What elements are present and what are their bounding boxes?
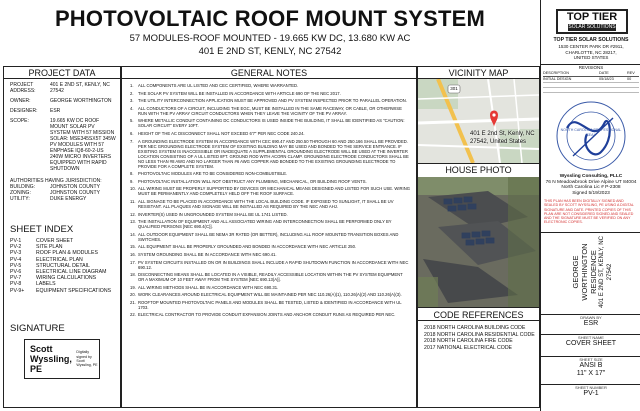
code-references-list	[424, 325, 536, 351]
general-note-text: ALL CONDUCTORS OF A CIRCUIT, INCLUDING THE EGC, MUST BE INSTALLED IN THE SAME RACEWAY, OR CABLE, OR OTHERWISE RUN WITH THE PV ARRAY CIRCUIT CONDUCTORS WHEN THEY LEAVE THE VICINITY OF THE PV ARRAY.	[138, 105, 402, 116]
general-note-number: 7.	[130, 138, 134, 144]
sheet-index-number: PV-9+	[10, 287, 25, 294]
project-name-box	[541, 232, 640, 314]
road-shield-label: 301	[450, 86, 458, 91]
signature-fine-print: Digitally signed by Scott Wyssling, PE	[76, 350, 98, 368]
general-note-text: INVERTER(S) USED IN UNGROUNDED SYSTEM SHALL BE UL 1741 LISTED.	[138, 211, 288, 217]
general-note	[130, 139, 410, 169]
sheet-index-number: PV-6	[10, 269, 22, 276]
general-note-text: ALL WIRING METHODS SHALL BE IN ACCORDANCE WITH NEC 690.31.	[138, 284, 279, 290]
revision-column-header: REV	[627, 71, 635, 75]
house-photo-graphic	[418, 177, 539, 307]
general-note	[130, 312, 410, 317]
project-data-value: GEORGE WORTHINGTON	[50, 98, 112, 104]
general-notes-heading: GENERAL NOTES	[122, 67, 416, 79]
project-data-heading: PROJECT DATA	[4, 67, 120, 79]
sheet-index-number: PV-4	[10, 256, 22, 263]
sheet-name-label: SHEET NAME	[578, 335, 604, 340]
general-note-number: 10.	[130, 186, 136, 192]
page-address: 401 E 2ND ST, KENLY, NC 27542	[198, 46, 342, 57]
map-pin-label	[470, 131, 535, 146]
revisions-heading: REVISIONS	[541, 64, 640, 71]
signature-name-line1: Scott	[30, 344, 53, 354]
sheet-index-number: PV-5	[10, 262, 22, 269]
project-data-panel	[3, 66, 121, 408]
general-note-text: WORK CLEARANCES AROUND ELECTRICAL EQUIPMENT WILL BE MAINTAINED PER NEC 110.26(A)(1), 110.26(A)(2) AND 110.26(A)(3).	[138, 292, 402, 298]
general-note	[130, 292, 410, 297]
general-note	[130, 212, 410, 217]
project-data-value: ESR	[50, 108, 61, 114]
general-note-number: 20.	[130, 292, 136, 298]
sheet-index-list	[10, 238, 118, 294]
ahj-key: UTILITY:	[10, 196, 30, 202]
sheet-index-title: COVER SHEET	[36, 238, 74, 244]
project-data-row	[10, 118, 116, 172]
house-photo	[418, 177, 539, 307]
sheet-size-label: SHEET SIZE	[579, 357, 603, 362]
project-data-key: SCOPE:	[10, 118, 29, 124]
general-notes-list	[122, 79, 416, 317]
company-addr2: CHARLOTTE, NC 28217,	[565, 49, 617, 55]
sheet-index-title: SITE PLAN	[36, 244, 63, 251]
project-name-vertical: GEORGE WORTHINGTON RESIDENCE	[571, 243, 598, 301]
general-note-number: 11.	[130, 198, 136, 204]
drawn-by-value: ESR	[583, 320, 599, 327]
general-note	[130, 232, 410, 242]
company-logo	[556, 9, 628, 34]
revision-column-header: DATE	[599, 71, 609, 75]
general-note-text: PV SYSTEM CIRCUITS INSTALLED ON OR IN BUILDINGS SHALL INCLUDE A RAPID SHUTDOWN FUNCTION IN ACCORDANCE WITH NEC 690.12.	[138, 259, 409, 270]
project-data-rows	[10, 82, 116, 172]
general-note	[130, 131, 410, 136]
general-note-text: ALL SIGNAGE TO BE PLACED IN ACCORDANCE WITH THE LOCAL BUILDING CODE. IF EXPOSED TO SUNLIGHT, IT SHALL BE UV RESISTANT. ALL PLAQUES AND SIGNAGE WILL BE INSTALLED AS REQUIRED BY THE NEC AND AHJ.	[138, 198, 394, 209]
page-title: PHOTOVOLTAIC ROOF MOUNT SYSTEM	[54, 6, 486, 31]
sheet-number-box	[541, 384, 640, 411]
company-addr1: 1530 CENTER PARK DR #2911,	[558, 44, 624, 49]
revision-date: 05/18/23	[599, 77, 614, 81]
code-references-heading: CODE REFERENCES	[418, 307, 539, 321]
project-data-value: 19.665 KW DC ROOF MOUNT SOLAR PV SYSTEM WITH 57 MISSION SOLAR: MSE345SX5T 345W PV MODULES WITH 57 ENPHASE IQ8-60-2-US 240W MICRO INVERTERS EQUIPPED WITH RAPID SHUTDOWN	[50, 118, 116, 172]
sheet-index-title: ELECTRICAL PLAN	[36, 256, 83, 263]
sheet-index-number: PV-2	[10, 244, 22, 251]
general-note	[130, 106, 410, 116]
ahj-key: ZONING:	[10, 190, 31, 196]
sheet-index-number: PV-8	[10, 281, 22, 288]
general-note-number: 12.	[130, 211, 136, 217]
ahj-value: JOHNSTON COUNTY	[50, 184, 100, 190]
general-note-text: THE INSTALLATION OF EQUIPMENT AND ALL ASSOCIATED WIRING AND INTERCONNECTION SHALL BE PERFORMED ONLY BY QUALIFIED PERSONS [NEC 690.4(C)].	[138, 219, 392, 230]
project-address-vertical: 401 E 2ND ST, KENLY, NC 27542	[599, 236, 613, 308]
general-note	[130, 252, 410, 257]
vicinity-map-heading: VICINITY MAP	[418, 67, 539, 79]
ahj-row	[10, 196, 116, 202]
engineer-signed: Signed 5/19/2023	[572, 190, 610, 196]
sheet-index-title: EQUIPMENT SPECIFICATIONS	[36, 287, 112, 294]
general-note-number: 8.	[130, 171, 134, 177]
general-note-text: THE SOLAR PV SYSTEM WILL BE INSTALLED IN ACCORDANCE WITH ARTICLE 690 OF THE NEC 2017.	[138, 90, 341, 96]
company-addr3: UNITED STATES	[573, 55, 609, 60]
map-pin-line2: 27542, United States	[470, 138, 527, 145]
general-note-text: HEIGHT OF THE AC DISCONNECT SHALL NOT EXCEED 6'7" PER NEC CODE 240.24.	[138, 130, 305, 136]
drawn-by-box	[541, 314, 640, 334]
project-data-key: DESIGNER:	[10, 108, 38, 114]
seal-disclaimer: THIS PLAN HAS BEEN DIGITALLY SIGNED AND SEALED BY SCOTT WYSSLING, PE USING A DIGITAL SIGNATURE AND DATE. PRINTED COPIES OF THIS PLAN ARE NOT CONSIDERED SIGNED AND SEALED AND THE SIGNATURE MUST BE VERIFIED ON ANY ELECTRONIC COPIES.	[544, 199, 634, 225]
engineer-firm: Wyssling Consulting, PLLC	[559, 174, 623, 179]
general-note	[130, 186, 410, 196]
general-note-text: SYSTEM GROUNDING SHALL BE IN ACCORDANCE WITH NEC 690.41.	[138, 251, 277, 257]
revision-column-header: DESCRIPTION	[543, 71, 569, 75]
sheet-size-box	[541, 356, 640, 384]
drawn-by-label: DRAWN BY	[580, 315, 602, 320]
general-note-text: DISCONNECTING MEANS SHALL BE LOCATED IN A VISIBLE, READILY ACCESSIBLE LOCATION WITHIN THE PV SYSTEM EQUIPMENT OR A MAXIMUM OF 10 FEET AWAY FROM THE SYSTEM [NEC 690.13(A)].	[138, 272, 403, 283]
title-block	[540, 0, 640, 411]
sheet-size-line1: ANSI B	[579, 362, 603, 369]
general-note-text: ALL WIRING MUST BE PROPERLY SUPPORTED BY DEVICES OR MECHANICAL MEANS DESIGNED AND LISTED FOR SUCH USE. WIRING MUST BE PERMANENTLY AND COMPLETELY HELD OFF THE ROOF SURFACE.	[138, 186, 411, 197]
general-note-text: ROOFTOP MOUNTED PHOTOVOLTAIC PANELS AND MODULES SHALL BE TESTED, LISTED & IDENTIFIED IN ACCORDANCE WITH UL 1703.	[138, 299, 402, 310]
vicinity-map	[418, 79, 539, 163]
code-reference-item: 2018 NORTH CAROLINA FIRE CODE	[424, 338, 513, 345]
sheet-index-title: WIRING CALCULATIONS	[36, 275, 97, 282]
general-note	[130, 300, 410, 310]
sheet-index-number: PV-1	[10, 238, 22, 244]
general-note	[130, 118, 410, 128]
sheet-number-label: SHEET NUMBER	[575, 385, 607, 390]
ahj-value: JOHNSTON COUNTY	[50, 190, 100, 196]
general-note	[130, 260, 410, 270]
project-data-value: 401 E 2ND ST, KENLY, NC 27542	[50, 82, 110, 94]
general-note-number: 19.	[130, 284, 136, 290]
ahj-heading: AUTHORITIES HAVING JURISDICTION:	[10, 178, 102, 184]
general-note-text: ALL OUTDOOR EQUIPMENT SHALL BE NEMA 3R RATED (OR BETTER), INCLUDING ALL ROOF MOUNTED TRANSITION BOXES AND SWITCHES.	[138, 231, 399, 242]
general-note-number: 6.	[130, 130, 134, 136]
general-note	[130, 171, 410, 176]
map-pin-line1: 401 E 2nd St, Kenly, NC	[470, 131, 535, 137]
general-note-text: ELECTRICAL CONTRACTOR TO PROVIDE CONDUIT EXPANSION JOINTS AND ANCHOR CONDUIT RUNS AS REQUIRED PER NEC.	[138, 312, 396, 318]
general-note	[130, 91, 410, 96]
project-data-row	[10, 108, 116, 114]
project-data-row	[10, 98, 116, 104]
general-notes-panel	[121, 66, 417, 408]
general-note-number: 16.	[130, 251, 136, 257]
sheet-index-heading: SHEET INDEX	[10, 224, 74, 235]
general-note-text: THE UTILITY INTERCONNECTION APPLICATION MUST BE APPROVED AND PV SYSTEM INSPECTED PRIOR TO PARALLEL OPERATION.	[138, 98, 407, 104]
general-note-text: PHOTOVOLTAIC INSTALLATION WILL NOT OBSTRUCT ANY PLUMBING, MECHANICAL, OR BUILDING ROOF VENTS.	[138, 178, 367, 184]
general-note-number: 9.	[130, 178, 134, 184]
general-note	[130, 285, 410, 290]
page-subtitle: 57 MODULES-ROOF MOUNTED - 19.665 KW DC, 13.680 KW AC	[129, 33, 411, 44]
ahj-key: BUILDING:	[10, 184, 36, 190]
general-note-text: ALL COMPONENTS ARE UL LISTED AND CEC CERTIFIED, WHERE WARRANTED.	[138, 83, 299, 88]
signature-box	[24, 339, 100, 379]
ahj-value: DUKE ENERGY	[50, 196, 87, 202]
general-note-number: 2.	[130, 90, 134, 96]
revision-number: 00	[627, 77, 632, 81]
general-note-number: 13.	[130, 219, 136, 225]
code-reference-item: 2018 NORTH CAROLINA BUILDING CODE	[424, 325, 526, 331]
house-photo-heading: HOUSE PHOTO	[418, 163, 539, 176]
sheet-index-title: ROOF PLAN & MODULES	[36, 250, 98, 257]
sheet-name-box	[541, 334, 640, 356]
revisions-table	[543, 71, 639, 93]
general-note-number: 17.	[130, 259, 136, 265]
general-note-text: ALL EQUIPMENT SHALL BE PROPERLY GROUNDED AND BONDED IN ACCORDANCE WITH NEC ARTICLE 250.	[138, 244, 357, 250]
seal-text: NORTH CAROLINA PROFESSIONAL SEAL	[560, 128, 622, 137]
company-logo-tag: SOLAR SOLUTIONS	[568, 24, 616, 30]
revision-description: INITIAL DESIGN	[543, 77, 572, 81]
vicinity-panel	[417, 66, 540, 408]
code-reference-item: 2018 NORTH CAROLINA RESIDENTIAL CODE	[424, 331, 535, 338]
project-data-row	[10, 82, 116, 94]
sheet-index-number: PV-3	[10, 250, 22, 257]
general-note-number: 5.	[130, 118, 134, 124]
general-note-text: WHERE METALLIC CONDUIT CONTAINING DC CONDUCTORS IS USED INSIDE THE BUILDING, IT SHALL BE IDENTIFIED AS "CAUTION: SOLAR CIRCUIT" EVERY 10FT.	[138, 118, 405, 129]
code-reference-item: 2017 NATIONAL ELECTRICAL CODE	[424, 344, 513, 351]
general-note-number: 4.	[130, 105, 134, 111]
sheet-index-number: PV-7	[10, 275, 22, 282]
sheet-name-value: COVER SHEET	[565, 340, 617, 347]
sheet-number-value: PV-1	[583, 390, 599, 397]
general-note-number: 18.	[130, 272, 136, 278]
general-note	[130, 272, 410, 282]
engineer-seal	[553, 98, 629, 174]
general-note-number: 22.	[130, 312, 136, 318]
general-note	[130, 219, 410, 229]
map-graphic	[418, 79, 539, 163]
general-note-number: 1.	[130, 83, 134, 88]
company-logo-name: TOP TIER	[566, 11, 618, 23]
general-note-number: 14.	[130, 231, 136, 237]
engineer-line2: 76 N Meadowbrook Drive Alpine UT 84004	[545, 179, 637, 185]
general-note-number: 21.	[130, 299, 136, 305]
ahj-rows	[10, 184, 116, 202]
sheet-index-title: ELECTRICAL LINE DIAGRAM	[36, 269, 107, 276]
signature-name-line2: Wyssling, PE	[30, 354, 72, 374]
sheet-index-title: LABELS	[36, 281, 56, 288]
general-note	[130, 83, 410, 88]
engineer-line3: North Carolina Lic # P-2308	[561, 185, 621, 191]
general-note-text: A GROUNDING ELECTRODE SYSTEM IN ACCORDANCE WITH CEC 690.47 AND 250.50 THROUGH 60 AND 250.166 SHALL BE PROVIDED. PER NEC GROUNDING ELECTRODE SYSTEM OF EXISTING BUILDING MAY BE USED AND BONDED TO THE SERVICE ENTRANCE. IF EXISTING SYSTEM IS INACCESSIBLE OR INADEQUATE A SUPPLEMENTAL GROUNDING ELECTRODE WILL BE USED AT THE INVERTER LOCATION CONSISTING OF A UL LISTED 8FT. GROUND ROD WITH ACORN CLAMP. GROUNDING ELECTRODE CONDUCTORS SHALL BE NO LESS THAN #8 AWG AND NO LARGER THAN #6 AWG COPPER AND BONDED TO THE EXISTING GROUNDING ELECTRODE TO PROVIDE FOR A COMPLETE SYSTEM.	[138, 138, 409, 169]
general-note	[130, 199, 410, 209]
general-note	[130, 98, 410, 103]
general-note	[130, 244, 410, 249]
general-note-text: PHOTOVOLTAIC MODULES ARE TO BE CONSIDERED NON-COMBUSTIBLE.	[138, 171, 288, 177]
general-note-number: 15.	[130, 244, 136, 250]
sheet-index-row	[10, 288, 118, 294]
sheet-index-title: STRUCTURAL DETAIL	[36, 262, 90, 269]
sheet-size-line2: 11" X 17"	[576, 370, 606, 377]
company-full-name: TOP TIER SOLAR SOLUTIONS	[553, 37, 629, 43]
project-data-key: PROJECT ADDRESS:	[10, 82, 36, 94]
general-note	[130, 179, 410, 184]
project-data-key: OWNER:	[10, 98, 31, 104]
general-note-number: 3.	[130, 98, 134, 104]
signature-heading: SIGNATURE	[10, 323, 65, 334]
